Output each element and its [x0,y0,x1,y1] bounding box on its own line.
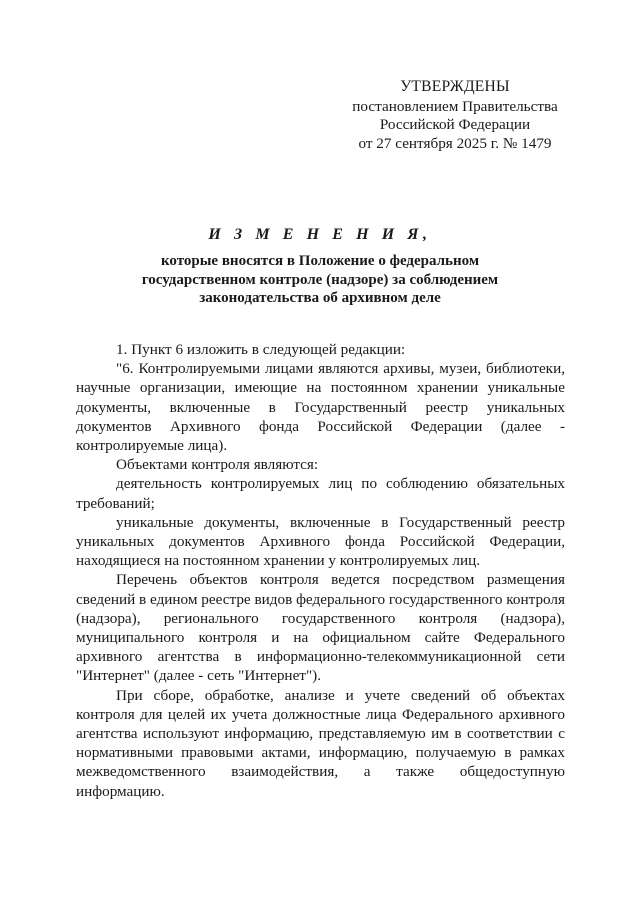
approval-line-3: от 27 сентября 2025 г. № 1479 [358,134,552,152]
paragraph: При сборе, обработке, анализе и учете сведений об объектах контроля для целей их учета должностные лица Федерального архивного агентства используют информацию, представляемую им в соответствии с нормативными правовыми актами, информацию, получаемую в рамках межведомственного взаимодействия, а также общедоступную информацию. [76,686,565,800]
subtitle-line-2: государственном контроле (надзоре) за соблюдением [141,271,499,288]
approval-line-1: постановлением Правительства [352,97,558,115]
subtitle-line-1: которые вносятся в Положение о федеральном [160,253,480,269]
document-body [76,340,565,801]
approval-title: УТВЕРЖДЕНЫ [400,78,510,95]
document-title: И З М Е Н Е Н И Я, [208,226,432,243]
paragraph: Объектами контроля являются: [116,456,319,474]
subtitle-line-3: законодательства об архивном деле [199,290,441,306]
paragraph: Перечень объектов контроля ведется посредством размещения сведений в едином реестре видов федерального государственного контроля (надзора), регионального государственного контроля (надзора), муниципального контроля и на официальном сайте Федерального архивного агентства в информационно-телекоммуникационной сети "Интернет" (далее - сеть "Интернет"). [76,571,565,685]
document-subtitle [70,252,570,308]
approval-stamp [340,78,570,153]
paragraph: уникальные документы, включенные в Государственный реестр уникальных документов Архивного фонда Российской Федерации, находящиеся на постоянном хранении у контролируемых лиц. [76,513,565,570]
paragraph: деятельность контролируемых лиц по соблюдению обязательных требований; [76,475,565,512]
approval-line-2: Российской Федерации [379,116,531,133]
paragraph: 1. Пункт 6 изложить в следующей редакции: [116,341,406,358]
paragraph: "6. Контролируемыми лицами являются архивы, музеи, библиотеки, научные организации, имеющие на постоянном хранении уникальные документы, включенные в Государственный реестр уникальных документов Архивного фонда Российской Федерации (далее - контролируемые лица). [76,360,565,455]
